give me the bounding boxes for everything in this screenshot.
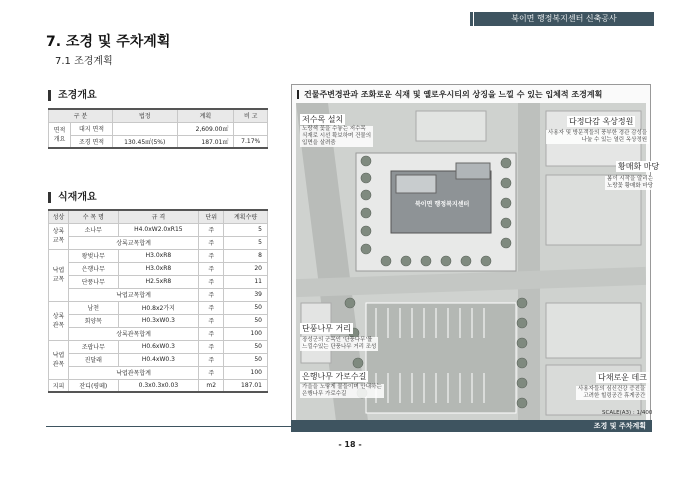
cell-unit: 주 [199,327,224,340]
cell-unit: 주 [199,288,224,301]
table-row [49,379,268,392]
cell-qty: 50 [224,340,268,353]
cell-unit: 주 [199,301,224,314]
cell-unit: 주 [199,314,224,327]
section-title: 7.1 조경계획 [55,56,113,67]
table-row [49,223,268,236]
cell-legal [113,122,178,135]
group-evergreen-tree: 상록교목 [49,223,69,249]
header-accent [470,12,473,26]
header-project-bar: 북이면 행정복지센터 신축공사 [474,12,654,26]
callout-buffer-line: 노랑색 꽃을 수놓는 저수목 [302,126,366,132]
callout-garden-title: 다정다감 옥상정원 [569,117,634,126]
table-row [49,135,268,148]
group-deciduous-shrub: 낙엽관목 [49,340,69,379]
col-unit: 단위 [199,210,224,223]
callout-yard-line: 봄이 시작을 알리는 [607,176,654,182]
cell-qty: 20 [224,262,268,275]
col-name: 수 목 명 [69,210,119,223]
table-row [49,353,268,366]
callout-ginkgo-desc [300,384,384,398]
cell-name: 소나무 [69,223,119,236]
cell-spec: H4.0xW2.0xR15 [118,223,199,236]
table-header-row [49,210,268,223]
cell-unit: 주 [199,223,224,236]
cell-spec: H3.0xR8 [118,262,199,275]
subtotal-row [49,236,268,249]
planting-overview-heading: 식재개요 [48,192,97,203]
col-legal: 법정 [113,109,178,122]
cell-qty: 11 [224,275,268,288]
footer-line [46,426,291,427]
cell-label: 대지 면적 [71,122,113,135]
callout-buffer-title: 저수목 설치 [302,115,344,124]
cell-unit: m2 [199,379,224,392]
landscape-overview-heading: 조경개요 [48,90,97,101]
table-row [49,262,268,275]
cell-name: 잔디(평떼) [69,379,119,392]
group-evergreen-shrub: 상록관목 [49,301,69,340]
row-group-label: 면적개요 [49,122,71,148]
col-note: 비 고 [234,109,268,122]
cell-name: 왕벚나무 [69,249,119,262]
callout-yard-desc [605,176,655,190]
col-spec: 규 격 [118,210,199,223]
subtotal-label: 낙엽관목합계 [69,366,199,379]
cell-spec: H0.3xW0.3 [118,314,199,327]
cell-qty: 50 [224,314,268,327]
cell-name: 회양목 [69,314,119,327]
cell-unit: 주 [199,340,224,353]
cell-plan: 187.01㎡ [177,135,234,148]
callout-buffer-desc [300,126,373,147]
scale-label: SCALE(A3) : 1/400 [602,410,653,416]
subtotal-row [49,366,268,379]
cell-qty: 187.01 [224,379,268,392]
col-type: 성상 [49,210,69,223]
cell-qty: 100 [224,366,268,379]
group-deciduous-tree: 낙엽교목 [49,249,69,301]
table-row [49,301,268,314]
cell-name: 단풍나무 [69,275,119,288]
cell-qty: 5 [224,223,268,236]
subtotal-label: 낙엽교목합계 [69,288,199,301]
callout-ginkgo-line: 가을을 노랗게 물들이며 안내하는 [302,384,382,390]
cell-label: 조경 면적 [71,135,113,148]
cell-qty: 5 [224,236,268,249]
col-plan: 계획 [177,109,234,122]
cell-qty: 50 [224,353,268,366]
cell-qty: 100 [224,327,268,340]
table-row [49,122,268,135]
cell-note: 7.17% [234,135,268,148]
callout-maple-desc [300,337,378,351]
callout-deck-title: 다채로운 데크 [598,373,647,382]
cell-unit: 주 [199,236,224,249]
callout-yard-title: 황매화 마당 [618,162,660,171]
site-plan-heading: 건물주변경관과 조화로운 식재 및 옐로우시티의 상징을 느낄 수 있는 입체적 조경계획 [297,90,602,99]
callout-ginkgo-line: 은행나무 가로수길 [302,391,347,397]
callout-maple-title: 단풍나무 거리 [302,324,351,333]
cell-legal: 130.45㎡(5%) [113,135,178,148]
cell-qty: 8 [224,249,268,262]
table-row [49,314,268,327]
callout-deck-desc [576,386,647,400]
col-category: 구 분 [49,109,113,122]
subtotal-label: 상록관목합계 [69,327,199,340]
col-qty: 계획수량 [224,210,268,223]
table-header-row [49,109,268,122]
group-groundcover: 지피 [49,379,69,392]
cell-spec: H0.6xW0.3 [118,340,199,353]
cell-spec: H2.5xR8 [118,275,199,288]
cell-plan: 2,609.00㎡ [177,122,234,135]
subtotal-row [49,327,268,340]
callout-garden-line: 사용자 및 방문객들의 풍부한 경관 감성을 [548,130,648,136]
cell-spec: H0.8x2가지 [118,301,199,314]
cell-unit: 주 [199,249,224,262]
cell-name: 조팝나무 [69,340,119,353]
callout-yard-line: 노랑꽃 황매화 마당 [607,183,654,189]
cell-spec: H3.0xR8 [118,249,199,262]
table-row [49,275,268,288]
callout-garden-line: 나눌 수 있는 열린 옥상정원 [581,137,648,143]
cell-qty: 39 [224,288,268,301]
cell-spec: 0.3x0.3x0.03 [118,379,199,392]
subtotal-label: 상록교목합계 [69,236,199,249]
callout-garden-desc [546,130,649,144]
cell-unit: 주 [199,366,224,379]
footer-section-bar: 조경 및 주차계획 [291,420,652,432]
cell-spec: H0.4xW0.3 [118,353,199,366]
cell-name: 진달래 [69,353,119,366]
planting-overview-table [48,209,268,393]
cell-note [234,122,268,135]
callout-maple-line: 장성군의 군목인 '단풍나무'를 [302,337,373,343]
cell-unit: 주 [199,275,224,288]
callout-maple-line: 느낄수있는 단풍나무 거리 조성 [302,344,377,350]
cell-name: 남천 [69,301,119,314]
page-number: - 18 - [338,440,362,449]
cell-qty: 50 [224,301,268,314]
cell-name: 은행나무 [69,262,119,275]
table-row [49,340,268,353]
table-row [49,249,268,262]
landscape-overview-table [48,108,268,149]
callout-deck-line: 사용자들의 심신건강 증진을 [578,386,646,392]
subtotal-row [49,288,268,301]
callout-ginkgo-title: 은행나무 가로수길 [302,372,367,381]
callout-buffer-line: 식재로 시선 확보하며 건물의 [302,133,372,139]
building-label: 북이면 행정복지센터 [415,201,470,208]
chapter-title: 7. 조경 및 주차계획 [46,34,171,50]
cell-unit: 주 [199,262,224,275]
cell-unit: 주 [199,353,224,366]
callout-deck-line: 고려한 힐링공간 휴게공간 [583,393,646,399]
callout-buffer-line: 입면을 살려줌 [302,140,336,146]
